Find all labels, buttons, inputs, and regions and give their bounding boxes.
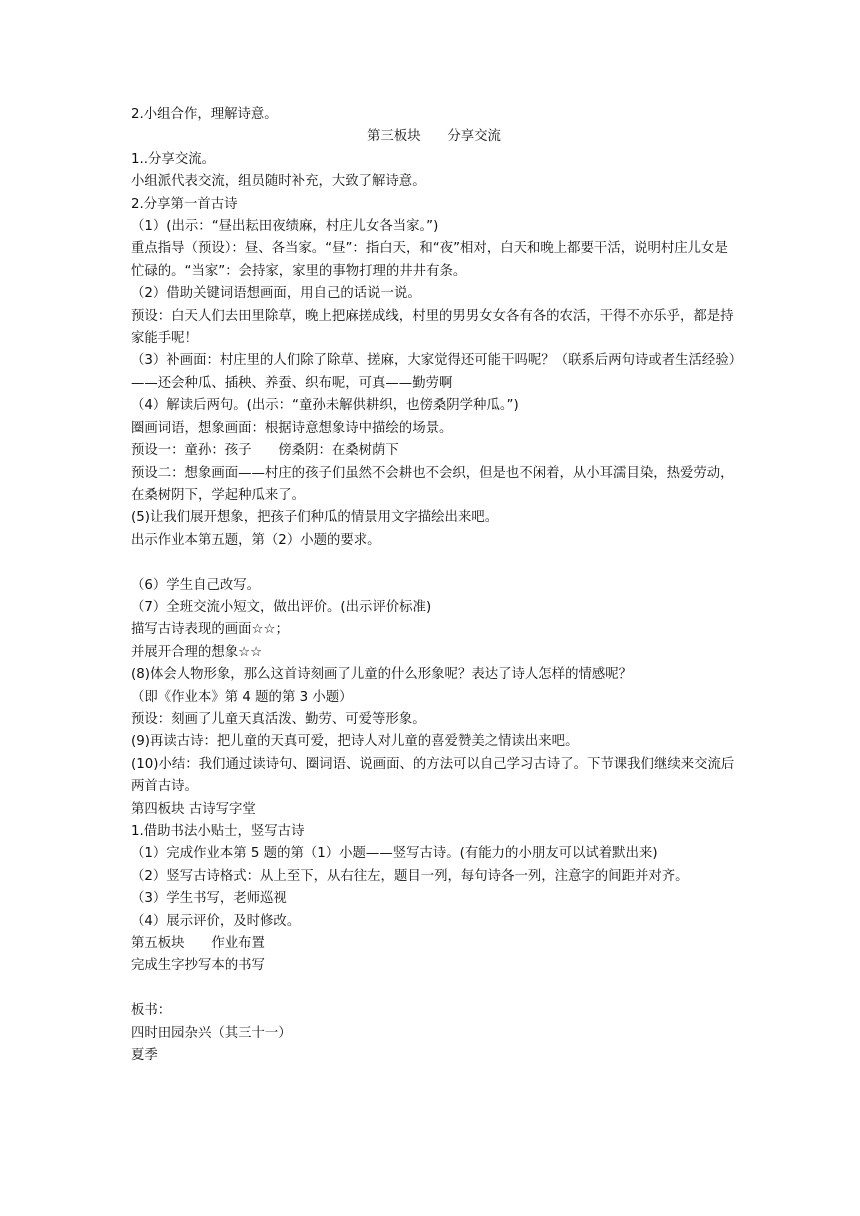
paragraph-line: 完成生字抄写本的书写 (131, 958, 265, 974)
document-page (131, 104, 737, 1067)
board-label: 板书： (131, 1003, 172, 1019)
paragraph-line: (10)小结：我们通过读诗句、圈词语、说画面、的方法可以自己学习古诗了。下节课我们继续来交流后两首古诗。 (131, 756, 735, 795)
paragraph-line: (5)让我们展开想象，把孩子们种瓜的情景用文字描绘出来吧。 (131, 510, 499, 526)
blank-line (131, 978, 737, 1000)
paragraph-line: （1）(出示：“昼出耘田夜绩麻，村庄儿女各当家。”) (131, 219, 439, 235)
paragraph-line: 1.借助书法小贴士，竖写古诗 (131, 823, 305, 839)
board-item: 夏季 (131, 1048, 158, 1064)
section-heading: 第四板块 古诗写字堂 (131, 801, 256, 817)
paragraph-line: 重点指导（预设）：昼、各当家。“昼”：指白天，和“夜”相对，白天和晚上都要干活，说明村庄儿女是忙碌的。“当家”：会持家，家里的事物打理的井井有条。 (131, 241, 728, 279)
blank-line (131, 552, 737, 574)
paragraph-line: 圈画词语，想象画面：根据诗意想象诗中描绘的场景。 (131, 420, 453, 436)
paragraph-line: （4）展示评价，及时修改。 (131, 913, 301, 929)
paragraph-line: 预设二：想象画面——村庄的孩子们虽然不会耕也不会织，但是也不闲着，从小耳濡目染，热爱劳动，在桑树阴下，学起种瓜来了。 (131, 465, 734, 503)
paragraph-line: （7）全班交流小短文，做出评价。(出示评价标准) (131, 599, 432, 615)
section-heading: 第五板块 作业布置 (131, 936, 265, 952)
paragraph-line: （3）补画面：村庄里的人们除了除草、搓麻，大家觉得还可能干吗呢？（联系后两句诗或者生活经验）——还会种瓜、插秧、养蚕、织布呢，可真——勤劳啊 (131, 353, 736, 391)
paragraph-line: 2.小组合作，理解诗意。 (131, 107, 278, 122)
paragraph-line: （3）学生书写，老师巡视 (131, 891, 287, 907)
paragraph-line: 小组派代表交流，组员随时补充，大致了解诗意。 (131, 174, 426, 190)
paragraph-line: （1）完成作业本第 5 题的第（1）小题——竖写古诗。(有能力的小朋友可以试着默出来) (131, 846, 658, 862)
paragraph-line: 1..分享交流。 (131, 151, 215, 167)
paragraph-line: (9)再读古诗：把儿童的天真可爱，把诗人对儿童的喜爱赞美之情读出来吧。 (131, 734, 579, 750)
paragraph-line: 2.分享第一首古诗 (131, 196, 238, 212)
paragraph-line: 并展开合理的想象☆☆ (131, 644, 263, 660)
paragraph-line: 预设：白天人们去田里除草，晚上把麻搓成线，村里的男男女女各有各的农活，干得不亦乐乎，都是持家能手呢！ (131, 308, 734, 347)
paragraph-line: （6）学生自己改写。 (131, 577, 261, 593)
paragraph-line: 出示作业本第五题，第（2）小题的要求。 (131, 532, 381, 548)
board-title: 四时田园杂兴（其三十一） (131, 1025, 292, 1041)
paragraph-line: (8)体会人物形象，那么这首诗刻画了儿童的什么形象呢？表达了诗人怎样的情感呢？ (131, 667, 633, 683)
paragraph-line: （4）解读后两句。(出示：“童孙未解供耕织，也傍桑阴学种瓜。”) (131, 398, 519, 414)
paragraph-line: （即《作业本》第 4 题的第 3 小题） (131, 689, 353, 705)
paragraph-line: 预设一：童孙：孩子 傍桑阴：在桑树荫下 (131, 443, 399, 459)
section-heading: 第三板块 分享交流 (367, 129, 501, 145)
paragraph-line: 描写古诗表现的画面☆☆； (131, 622, 289, 638)
paragraph-line: 预设：刻画了儿童天真活泼、勤劳、可爱等形象。 (131, 711, 426, 727)
paragraph-line: （2）竖写古诗格式：从上至下，从右往左，题目一列，每句诗各一列，注意字的间距并对齐。 (131, 868, 689, 884)
paragraph-line: （2）借助关键词语想画面，用自己的话说一说。 (131, 286, 421, 302)
